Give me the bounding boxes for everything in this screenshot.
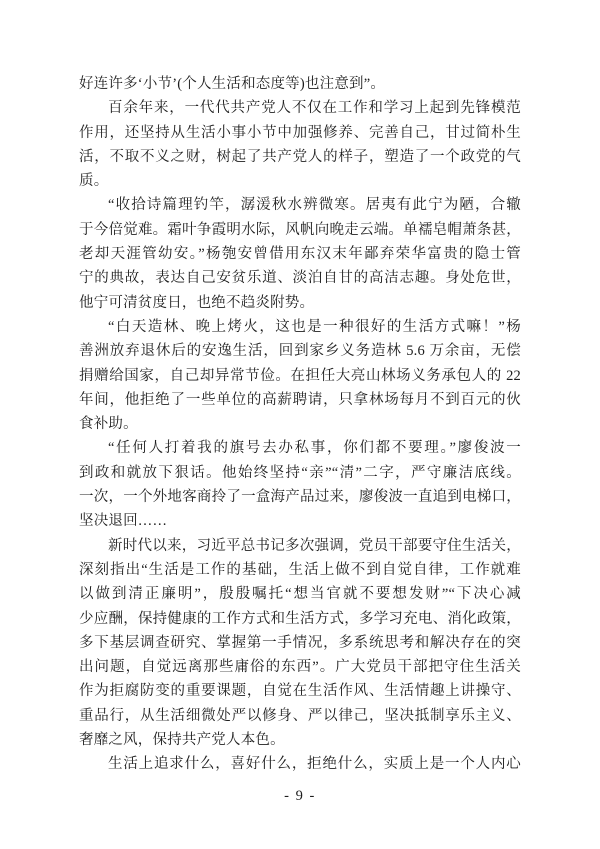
text-line: “任何人打着我的旗号去办私事，你们都不要理。”廖俊波一 bbox=[108, 440, 521, 457]
text-line: 老却天涯管幼安。”杨匏安曾借用东汉末年鄙弃荣华富贵的隐士管 bbox=[79, 246, 521, 263]
text-line: 好连许多‘小节’(个人生活和态度等)也注意到”。 bbox=[79, 76, 386, 92]
text-line: 以做到清正廉明”，殷殷嘱托“想当官就不要想发财”“下决心减 bbox=[79, 586, 521, 603]
text-line: 他宁可清贫度日，也绝不趋炎附势。 bbox=[79, 294, 315, 311]
text-line: 百余年来，一代代共产党人不仅在工作和学习上起到先锋模范 bbox=[108, 100, 521, 117]
paragraph bbox=[79, 315, 521, 436]
text-line: 奢靡之风，保持共产党人本色。 bbox=[79, 732, 285, 749]
paragraph bbox=[79, 436, 521, 533]
text-line: 捐赠给国家，自己却异常节俭。在担任大亮山林场义务承包人的 22 bbox=[79, 367, 521, 384]
text-line: 重品行，从生活细微处严以修身、严以律己，坚决抵制享乐主义、 bbox=[79, 707, 521, 724]
text-line: 作为拒腐防变的重要课题，自觉在生活作风、生活情趣上讲操守、 bbox=[79, 683, 521, 700]
text-line: 作用，还坚持从生活小事小节中加强修养、完善自己，甘过简朴生 bbox=[79, 124, 521, 141]
text-line: 到政和就放下狠话。他始终坚持“亲”“清”二字，严守廉洁底线。 bbox=[79, 464, 521, 481]
paragraph bbox=[79, 534, 521, 753]
text-line: 质。 bbox=[79, 173, 109, 190]
paragraph bbox=[79, 96, 521, 193]
text-line: “收拾诗篇理钓竿，潺湲秋水辨微寒。居夷有此宁为陋，合辙 bbox=[108, 197, 521, 214]
text-line: 善洲放弃退休后的安逸生活，回到家乡义务造林 5.6 万余亩，无偿 bbox=[79, 343, 521, 360]
text-line: 生活上追求什么，喜好什么，拒绝什么，实质上是一个人内心 bbox=[108, 756, 521, 773]
text-line: 坚决退回…… bbox=[79, 513, 168, 530]
page-number: - 9 - bbox=[284, 788, 316, 804]
text-line: 于今倍觉难。霜叶争霞明水际，风帆向晚走云端。单襦皂帽萧条甚， bbox=[79, 221, 521, 238]
text-line: 食补助。 bbox=[79, 416, 138, 433]
text-line: 年间，他拒绝了一些单位的高薪聘请，只拿林场每月不到百元的伙 bbox=[79, 391, 521, 408]
text-line: “白天造林、晚上烤火，这也是一种很好的生活方式嘛！”杨 bbox=[108, 318, 521, 335]
text-line: 宁的典故，表达自己安贫乐道、淡泊自甘的高洁志趣。身处危世， bbox=[79, 270, 521, 287]
text-line: 活，不取不义之财，树起了共产党人的样子，塑造了一个政党的气 bbox=[79, 148, 521, 165]
text-line: 一次，一个外地客商拎了一盒海产品过来，廖俊波一直追到电梯口， bbox=[79, 489, 521, 506]
document-body bbox=[79, 72, 521, 777]
text-line: 出问题，自觉远离那些庸俗的东西”。广大党员干部把守住生活关 bbox=[79, 659, 521, 676]
text-line: 深刻指出“生活是工作的基础，生活上做不到自觉自律，工作就难 bbox=[79, 561, 521, 578]
paragraph bbox=[79, 72, 521, 96]
text-line: 新时代以来，习近平总书记多次强调，党员干部要守住生活关， bbox=[108, 537, 521, 554]
paragraph bbox=[79, 193, 521, 314]
text-line: 多下基层调查研究、掌握第一手情况，多系统思考和解决存在的突 bbox=[79, 634, 521, 651]
paragraph bbox=[79, 752, 521, 776]
text-line: 少应酬，保持健康的工作方式和生活方式，多学习充电、消化政策， bbox=[79, 610, 521, 627]
